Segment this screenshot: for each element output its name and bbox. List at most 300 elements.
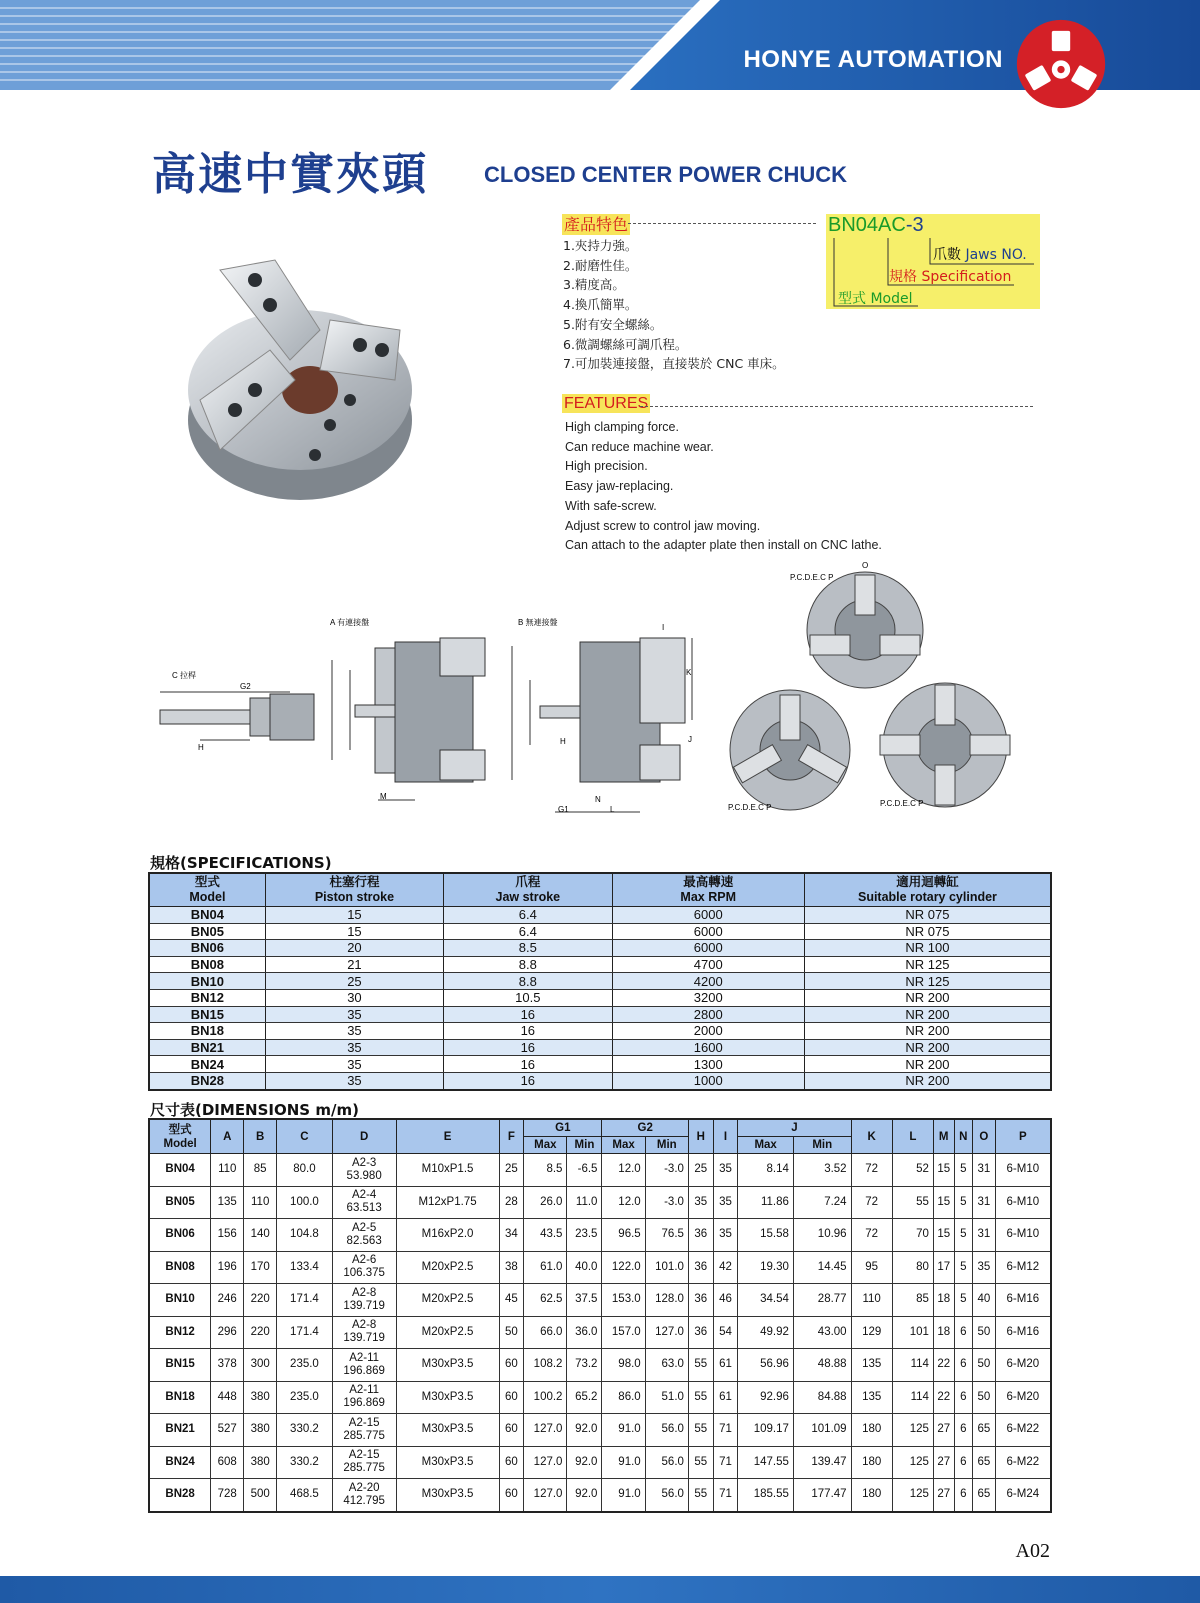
feature-zh-item: 3.精度高。 xyxy=(563,277,625,293)
spec-cell: BN04 xyxy=(149,907,265,924)
model-code-suffix: -3 xyxy=(905,214,924,236)
dims-cell: BN21 xyxy=(149,1414,211,1447)
dims-cell: M30xP3.5 xyxy=(396,1349,499,1382)
spec-cell: 8.8 xyxy=(444,973,612,990)
dims-cell: 49.92 xyxy=(738,1316,794,1349)
dims-row xyxy=(149,1381,1051,1414)
dims-cell: 101.09 xyxy=(793,1414,851,1447)
dims-cell: 300 xyxy=(244,1349,277,1382)
technical-drawings xyxy=(140,561,1060,840)
spec-header-cell xyxy=(265,873,443,907)
dims-cell: 7.24 xyxy=(793,1186,851,1219)
dims-cell: 15 xyxy=(933,1154,954,1187)
dims-cell: 66.0 xyxy=(524,1316,567,1349)
drawing-label-b: B 無連接盤 xyxy=(518,618,558,627)
dims-cell: 15 xyxy=(933,1219,954,1252)
spec-cell: 35 xyxy=(265,1039,443,1056)
spec-cell: 35 xyxy=(265,1072,443,1089)
dims-row xyxy=(149,1219,1051,1252)
dims-header-h: H xyxy=(688,1119,713,1154)
dims-cell: 85 xyxy=(892,1284,933,1317)
dims-cell-d xyxy=(332,1414,396,1447)
features-en-heading: FEATURES xyxy=(564,395,649,412)
dims-row xyxy=(149,1251,1051,1284)
dims-cell: 80 xyxy=(892,1251,933,1284)
dims-cell: 18 xyxy=(933,1316,954,1349)
dims-cell: 6-M10 xyxy=(995,1186,1051,1219)
spec-cell: NR 125 xyxy=(804,973,1051,990)
dims-cell: 23.5 xyxy=(567,1219,602,1252)
spec-cell: 1600 xyxy=(612,1039,804,1056)
dims-header-row xyxy=(149,1119,1051,1137)
dims-cell: 34 xyxy=(499,1219,524,1252)
dims-d-dia: 412.795 xyxy=(343,1494,385,1507)
dims-cell: BN18 xyxy=(149,1381,211,1414)
dims-cell: 140 xyxy=(244,1219,277,1252)
dims-d-dia: 196.869 xyxy=(343,1364,385,1377)
spec-header-cell xyxy=(804,873,1051,907)
dims-cell: 35 xyxy=(713,1186,738,1219)
spec-cell: 6000 xyxy=(612,923,804,940)
dims-cell: BN06 xyxy=(149,1219,211,1252)
spec-table xyxy=(148,872,1052,1091)
spec-cell: 1000 xyxy=(612,1072,804,1089)
spec-header-en: Suitable rotary cylinder xyxy=(857,890,997,904)
dims-cell: 55 xyxy=(688,1414,713,1447)
dims-header-model-en: Model xyxy=(163,1137,197,1150)
spec-header-zh: 柱塞行程 xyxy=(329,875,380,889)
spec-cell: BN10 xyxy=(149,973,265,990)
spec-row xyxy=(149,907,1051,924)
dims-cell: 35 xyxy=(688,1186,713,1219)
feature-zh-item: 7.可加裝連接盤，直接裝於 CNC 車床。 xyxy=(563,356,785,372)
dims-row xyxy=(149,1446,1051,1479)
dims-d-mount: A2-8 xyxy=(352,1319,377,1332)
dims-cell-d xyxy=(332,1381,396,1414)
spec-cell: 16 xyxy=(444,1023,612,1040)
dims-cell: M16xP2.0 xyxy=(396,1219,499,1252)
spec-header-cell xyxy=(444,873,612,907)
dims-cell: 6-M12 xyxy=(995,1251,1051,1284)
spec-cell: NR 125 xyxy=(804,956,1051,973)
drawing-label-g2: G2 xyxy=(240,682,251,691)
dims-cell: 8.5 xyxy=(524,1154,567,1187)
dims-cell: 235.0 xyxy=(277,1349,333,1382)
dims-cell: 19.30 xyxy=(738,1251,794,1284)
dims-cell: 34.54 xyxy=(738,1284,794,1317)
dims-header-g1: G1 xyxy=(524,1119,602,1137)
dims-cell-d xyxy=(332,1446,396,1479)
drawing-label-i: I xyxy=(662,623,665,632)
feature-en-item: Adjust screw to control jaw moving. xyxy=(565,518,761,533)
spec-cell: 15 xyxy=(265,923,443,940)
spec-cell: 3200 xyxy=(612,989,804,1006)
spec-header-en: Jaw stroke xyxy=(495,890,561,904)
dims-cell: 86.0 xyxy=(602,1381,645,1414)
feature-en-item: Can attach to the adapter plate then install on CNC lathe. xyxy=(565,538,882,553)
spec-cell: NR 100 xyxy=(804,940,1051,957)
feature-zh-item: 4.換爪簡單。 xyxy=(563,297,638,313)
dims-cell: 43.00 xyxy=(793,1316,851,1349)
dims-cell: BN28 xyxy=(149,1479,211,1512)
spec-cell: 2800 xyxy=(612,1006,804,1023)
dims-cell: 91.0 xyxy=(602,1446,645,1479)
dims-cell: 220 xyxy=(244,1284,277,1317)
dims-cell: 26.0 xyxy=(524,1186,567,1219)
spec-cell: 1300 xyxy=(612,1056,804,1073)
dims-cell: -6.5 xyxy=(567,1154,602,1187)
dims-cell: 468.5 xyxy=(277,1479,333,1512)
dims-cell: 55 xyxy=(688,1381,713,1414)
dims-cell: 54 xyxy=(713,1316,738,1349)
dims-cell: 100.2 xyxy=(524,1381,567,1414)
spec-cell: BN05 xyxy=(149,923,265,940)
features-en-heading-wrap xyxy=(562,395,650,413)
dims-cell: 156 xyxy=(211,1219,244,1252)
dims-cell: 40.0 xyxy=(567,1251,602,1284)
dims-cell: 91.0 xyxy=(602,1479,645,1512)
drawing-label-l: L xyxy=(610,805,615,814)
spec-cell: 2000 xyxy=(612,1023,804,1040)
dims-cell: 6-M10 xyxy=(995,1154,1051,1187)
dims-cell: 37.5 xyxy=(567,1284,602,1317)
dims-header-b: B xyxy=(244,1119,277,1154)
features-zh-divider xyxy=(628,223,816,224)
dims-cell: 31 xyxy=(973,1186,996,1219)
dims-cell: 60 xyxy=(499,1381,524,1414)
dims-cell: 65 xyxy=(973,1446,996,1479)
dims-cell: 170 xyxy=(244,1251,277,1284)
dims-d-mount: A2-3 xyxy=(352,1156,377,1169)
dims-header-j: J xyxy=(738,1119,851,1137)
feature-en-item: Can reduce machine wear. xyxy=(565,439,714,454)
spec-cell: BN18 xyxy=(149,1023,265,1040)
dims-cell: M20xP2.5 xyxy=(396,1284,499,1317)
dims-cell: 125 xyxy=(892,1414,933,1447)
drawing-label-g1: G1 xyxy=(558,805,569,814)
dims-cell: 129 xyxy=(851,1316,892,1349)
dims-cell: 6 xyxy=(954,1381,973,1414)
dims-cell: 330.2 xyxy=(277,1414,333,1447)
dims-cell: 171.4 xyxy=(277,1284,333,1317)
dims-cell: 72 xyxy=(851,1154,892,1187)
dims-row xyxy=(149,1154,1051,1187)
spec-cell: 4700 xyxy=(612,956,804,973)
dims-cell: 235.0 xyxy=(277,1381,333,1414)
dims-cell: 114 xyxy=(892,1349,933,1382)
dims-cell: 296 xyxy=(211,1316,244,1349)
dims-sub-max: Max xyxy=(602,1137,645,1154)
spec-row xyxy=(149,1023,1051,1040)
jaws-label: 爪數 Jaws NO. xyxy=(933,247,1027,263)
dims-cell: 31 xyxy=(973,1154,996,1187)
drawing-label-m: M xyxy=(380,792,387,801)
spec-title: 規格(SPECIFICATIONS) xyxy=(150,854,332,872)
spec-cell: NR 200 xyxy=(804,1039,1051,1056)
dims-cell: 153.0 xyxy=(602,1284,645,1317)
dims-cell: 380 xyxy=(244,1446,277,1479)
features-en-divider xyxy=(640,406,1033,407)
dims-cell: 45 xyxy=(499,1284,524,1317)
dims-cell: 5 xyxy=(954,1154,973,1187)
dims-header-k: K xyxy=(851,1119,892,1154)
dims-cell: 48.88 xyxy=(793,1349,851,1382)
spec-cell: BN06 xyxy=(149,940,265,957)
chuck-a-drawing xyxy=(332,638,485,800)
page-number: A02 xyxy=(1015,1540,1050,1562)
dims-cell: BN10 xyxy=(149,1284,211,1317)
spec-row xyxy=(149,1039,1051,1056)
spec-header-en: Max RPM xyxy=(680,890,736,904)
dims-d-dia: 106.375 xyxy=(343,1267,385,1280)
dims-cell: 101.0 xyxy=(645,1251,688,1284)
feature-zh-item: 2.耐磨性佳。 xyxy=(563,257,638,273)
drawing-label-pcd-3: P.C.D.E.C P xyxy=(880,799,924,808)
dims-header-model-zh: 型式 xyxy=(168,1123,192,1136)
spec-cell: BN08 xyxy=(149,956,265,973)
dims-cell: 28.77 xyxy=(793,1284,851,1317)
dims-header-d: D xyxy=(332,1119,396,1154)
model-label: 型式 Model xyxy=(838,291,913,307)
dims-cell: 65 xyxy=(973,1414,996,1447)
dims-cell: BN24 xyxy=(149,1446,211,1479)
dims-cell: 50 xyxy=(973,1316,996,1349)
dims-cell: M10xP1.5 xyxy=(396,1154,499,1187)
footer-band xyxy=(0,1576,1200,1603)
dims-cell: 65.2 xyxy=(567,1381,602,1414)
spec-row xyxy=(149,923,1051,940)
dims-row xyxy=(149,1284,1051,1317)
spec-cell: 25 xyxy=(265,973,443,990)
dims-cell: 65 xyxy=(973,1479,996,1512)
dims-cell: -3.0 xyxy=(645,1154,688,1187)
dims-cell: 28 xyxy=(499,1186,524,1219)
dims-d-dia: 82.563 xyxy=(346,1234,382,1247)
dims-d-mount: A2-11 xyxy=(349,1384,380,1397)
dims-cell: 91.0 xyxy=(602,1414,645,1447)
chuck-b-drawing xyxy=(512,638,692,812)
dims-cell: 92.0 xyxy=(567,1479,602,1512)
dims-cell: 171.4 xyxy=(277,1316,333,1349)
spec-header-cell xyxy=(612,873,804,907)
dims-cell: 128.0 xyxy=(645,1284,688,1317)
dims-cell: 55 xyxy=(688,1479,713,1512)
dims-cell: 35 xyxy=(713,1219,738,1252)
dims-cell: 110 xyxy=(244,1186,277,1219)
dims-header-o: O xyxy=(973,1119,996,1154)
spec-row xyxy=(149,989,1051,1006)
dims-header-a: A xyxy=(211,1119,244,1154)
dims-cell: 330.2 xyxy=(277,1446,333,1479)
spec-header-zh: 型式 xyxy=(194,875,220,889)
dims-cell: 12.0 xyxy=(602,1186,645,1219)
dims-cell: 61 xyxy=(713,1349,738,1382)
feature-en-item: With safe-screw. xyxy=(565,498,657,513)
dims-header-g2: G2 xyxy=(602,1119,688,1137)
dims-cell: 125 xyxy=(892,1446,933,1479)
dims-cell: 71 xyxy=(713,1479,738,1512)
dims-d-mount: A2-15 xyxy=(348,1449,380,1462)
dims-sub-min: Min xyxy=(567,1137,602,1154)
dims-row xyxy=(149,1316,1051,1349)
dims-cell: 108.2 xyxy=(524,1349,567,1382)
dims-cell: 104.8 xyxy=(277,1219,333,1252)
dims-cell: 60 xyxy=(499,1479,524,1512)
dims-d-dia: 139.719 xyxy=(343,1299,385,1312)
dims-cell: 180 xyxy=(851,1414,892,1447)
dims-cell: 6 xyxy=(954,1479,973,1512)
dims-sub-max: Max xyxy=(738,1137,794,1154)
drawing-label-k: K xyxy=(686,668,692,677)
dims-cell: 6-M20 xyxy=(995,1349,1051,1382)
dims-cell: 3.52 xyxy=(793,1154,851,1187)
dims-cell: M12xP1.75 xyxy=(396,1186,499,1219)
spec-row xyxy=(149,956,1051,973)
spec-cell: 6.4 xyxy=(444,923,612,940)
dims-cell: 60 xyxy=(499,1349,524,1382)
dims-cell: 110 xyxy=(851,1284,892,1317)
dims-cell-d xyxy=(332,1154,396,1187)
dims-cell: 196 xyxy=(211,1251,244,1284)
dims-cell: 96.5 xyxy=(602,1219,645,1252)
dims-cell: M30xP3.5 xyxy=(396,1414,499,1447)
dims-cell: 6-M24 xyxy=(995,1479,1051,1512)
spec-cell: BN15 xyxy=(149,1006,265,1023)
spec-row xyxy=(149,1072,1051,1089)
model-code xyxy=(828,214,924,237)
dims-cell: 101 xyxy=(892,1316,933,1349)
dims-cell: 25 xyxy=(499,1154,524,1187)
dims-cell: 100.0 xyxy=(277,1186,333,1219)
dims-cell: BN15 xyxy=(149,1349,211,1382)
dims-row xyxy=(149,1349,1051,1382)
dims-cell: 92.0 xyxy=(567,1414,602,1447)
dims-cell: 98.0 xyxy=(602,1349,645,1382)
dims-cell: 22 xyxy=(933,1381,954,1414)
dims-cell: 185.55 xyxy=(738,1479,794,1512)
dims-cell: 177.47 xyxy=(793,1479,851,1512)
dims-cell: 42 xyxy=(713,1251,738,1284)
dims-d-dia: 285.775 xyxy=(343,1429,385,1442)
spec-cell: BN21 xyxy=(149,1039,265,1056)
dims-cell: 114 xyxy=(892,1381,933,1414)
dims-cell: 15.58 xyxy=(738,1219,794,1252)
dims-cell: 40 xyxy=(973,1284,996,1317)
dims-cell: 11.0 xyxy=(567,1186,602,1219)
dims-header-i: I xyxy=(713,1119,738,1154)
drawing-label-h: H xyxy=(198,743,204,752)
spec-cell: 8.5 xyxy=(444,940,612,957)
dims-sub-max: Max xyxy=(524,1137,567,1154)
features-zh-heading-wrap xyxy=(562,212,630,235)
dims-cell: 17 xyxy=(933,1251,954,1284)
brand-name: HONYE AUTOMATION xyxy=(743,46,1003,73)
drawing-label-c: C 拉桿 xyxy=(172,671,196,680)
spec-header-zh: 最高轉速 xyxy=(683,875,734,889)
dims-cell: 6-M22 xyxy=(995,1446,1051,1479)
dims-cell: M30xP3.5 xyxy=(396,1479,499,1512)
dims-cell: 135 xyxy=(851,1381,892,1414)
dims-cell: 38 xyxy=(499,1251,524,1284)
dims-cell: 55 xyxy=(688,1446,713,1479)
dims-cell: 36.0 xyxy=(567,1316,602,1349)
dims-cell: 36 xyxy=(688,1219,713,1252)
dims-cell: 135 xyxy=(851,1349,892,1382)
drawing-label-pcd-1: P.C.D.E.C P xyxy=(790,573,834,582)
dims-cell: 71 xyxy=(713,1414,738,1447)
dims-cell: 50 xyxy=(973,1349,996,1382)
dims-cell: BN04 xyxy=(149,1154,211,1187)
spec-cell: 16 xyxy=(444,1072,612,1089)
dims-cell: 14.45 xyxy=(793,1251,851,1284)
feature-zh-item: 6.微調螺絲可調爪程。 xyxy=(563,336,688,352)
spec-cell: 35 xyxy=(265,1023,443,1040)
dims-cell: 76.5 xyxy=(645,1219,688,1252)
dims-cell: 56.0 xyxy=(645,1414,688,1447)
dims-d-mount: A2-4 xyxy=(352,1189,377,1202)
dims-cell: M30xP3.5 xyxy=(396,1381,499,1414)
spec-row xyxy=(149,940,1051,957)
features-zh-heading: 產品特色 xyxy=(564,215,629,234)
model-code-prefix: BN04AC xyxy=(828,214,906,236)
dims-cell: 35 xyxy=(973,1251,996,1284)
drawing-label-n: N xyxy=(595,795,601,804)
dims-cell: 12.0 xyxy=(602,1154,645,1187)
dims-cell: 92.0 xyxy=(567,1446,602,1479)
dims-cell: 51.0 xyxy=(645,1381,688,1414)
feature-zh-item: 5.附有安全螺絲。 xyxy=(563,316,663,332)
dims-cell: BN05 xyxy=(149,1186,211,1219)
dims-cell: M30xP3.5 xyxy=(396,1446,499,1479)
dims-cell: 139.47 xyxy=(793,1446,851,1479)
dims-d-dia: 196.869 xyxy=(343,1397,385,1410)
front-views xyxy=(730,572,1010,810)
dims-sub-min: Min xyxy=(793,1137,851,1154)
dims-header-model xyxy=(149,1119,211,1154)
dims-cell: 6 xyxy=(954,1446,973,1479)
spec-row xyxy=(149,1006,1051,1023)
dims-cell: 50 xyxy=(499,1316,524,1349)
spec-cell: 35 xyxy=(265,1056,443,1073)
dims-cell: 36 xyxy=(688,1251,713,1284)
dims-cell: 72 xyxy=(851,1186,892,1219)
dims-cell: 125 xyxy=(892,1479,933,1512)
dims-cell: 84.88 xyxy=(793,1381,851,1414)
spec-cell: NR 075 xyxy=(804,907,1051,924)
dims-cell: 110 xyxy=(211,1154,244,1187)
dims-d-mount: A2-8 xyxy=(352,1286,377,1299)
dims-header-n: N xyxy=(954,1119,973,1154)
dims-cell: BN08 xyxy=(149,1251,211,1284)
spec-cell: 35 xyxy=(265,1006,443,1023)
spec-cell: 6.4 xyxy=(444,907,612,924)
feature-en-item: High clamping force. xyxy=(565,420,679,434)
dims-cell: M20xP2.5 xyxy=(396,1316,499,1349)
spec-header-zh: 爪程 xyxy=(515,875,541,889)
spec-row xyxy=(149,1056,1051,1073)
dims-cell: 6-M22 xyxy=(995,1414,1051,1447)
spec-cell: 21 xyxy=(265,956,443,973)
dims-cell: 15 xyxy=(933,1186,954,1219)
dims-cell: 5 xyxy=(954,1284,973,1317)
dims-cell: 220 xyxy=(244,1316,277,1349)
dims-row xyxy=(149,1479,1051,1512)
dims-cell: 157.0 xyxy=(602,1316,645,1349)
dims-d-mount: A2-6 xyxy=(352,1254,377,1267)
spec-cell: 6000 xyxy=(612,907,804,924)
dims-cell: 60 xyxy=(499,1414,524,1447)
dims-cell: 36 xyxy=(688,1284,713,1317)
